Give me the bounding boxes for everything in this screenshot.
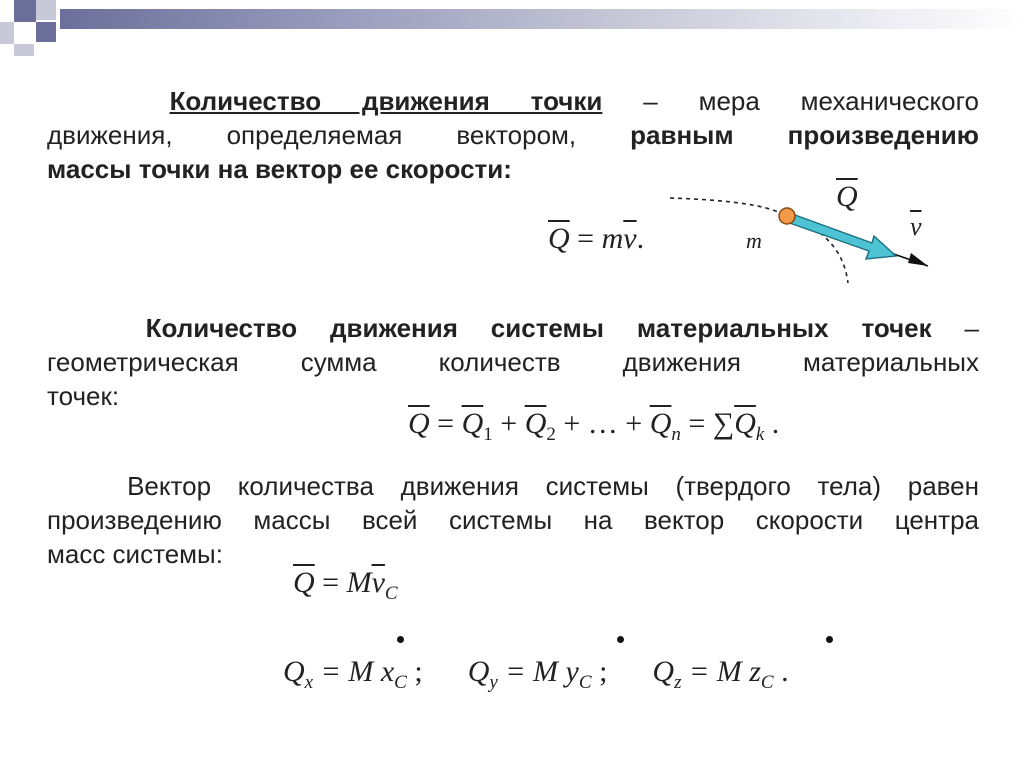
p2-rest1: – (931, 313, 979, 343)
formula-q-mvc: $\overline{Q} = M\overline{v}_C$ (293, 566, 398, 604)
f1-Q: $\overline{Q}$ (548, 222, 570, 255)
material-point (779, 208, 795, 224)
corner-square-2 (36, 0, 56, 20)
p1-term: Количество движения точки (169, 86, 603, 116)
p2-line2: геометрическая сумма количеств движения материальных (47, 347, 979, 377)
figure-label-m: m (746, 228, 762, 253)
p1-line2a: движения, определяемая вектором, (47, 120, 631, 150)
p1-rest1: – мера механического (602, 86, 979, 116)
paragraph-momentum-system (47, 311, 979, 413)
p3-line2: произведению массы всей системы на вектор скорости центра (47, 505, 979, 535)
f1-m: m (601, 222, 624, 255)
time-derivative-dot-x (397, 636, 404, 643)
p1-line2 (47, 118, 979, 152)
corner-square-1 (14, 0, 36, 22)
p3-line3: масс системы: (47, 539, 223, 569)
paragraph-momentum-point (47, 84, 979, 186)
paragraph-rigid-body (47, 469, 979, 571)
trajectory-curve (670, 198, 788, 217)
figure-label-v: $\overline{v}$ (910, 212, 922, 241)
p1-line2b: равным произведению (630, 120, 979, 150)
p2-line3: точек: (47, 381, 120, 411)
corner-square-5 (14, 44, 34, 56)
f1-eq: = (569, 222, 602, 255)
p2-term: Количество движения системы материальных точек (145, 313, 932, 343)
formula-projections: $Q_x = M$ $x_C$ ; $Q_y = M$ $y_C$ ; $Q_z = M$ $z_C$ . (283, 655, 789, 693)
f1-end: . (636, 222, 645, 255)
time-derivative-dot-z (826, 636, 833, 643)
formula-q-mv (548, 222, 644, 256)
corner-square-4 (36, 22, 56, 42)
time-derivative-dot-y (617, 636, 624, 643)
formula-sum-q: $\overline{Q} = \overline{Q}_1 + \overline{Q}_2$ + … + $\overline{Q}_n = \sum\overline{Q}_k$ . (408, 407, 780, 445)
p2-line1 (47, 311, 979, 345)
momentum-vector (781, 211, 896, 259)
velocity-arrowhead (908, 253, 928, 266)
p3-line1: Вектор количества движения системы (твердого тела) равен (127, 471, 979, 501)
p1-line3: массы точки на вектор ее скорости: (47, 154, 512, 184)
header-bar (60, 9, 1024, 29)
f1-v: $\overline{v}$ (623, 222, 637, 255)
figure-label-Q: $\overline{Q}$ (836, 180, 858, 213)
corner-square-3 (0, 22, 14, 44)
p1-line1 (47, 84, 979, 118)
